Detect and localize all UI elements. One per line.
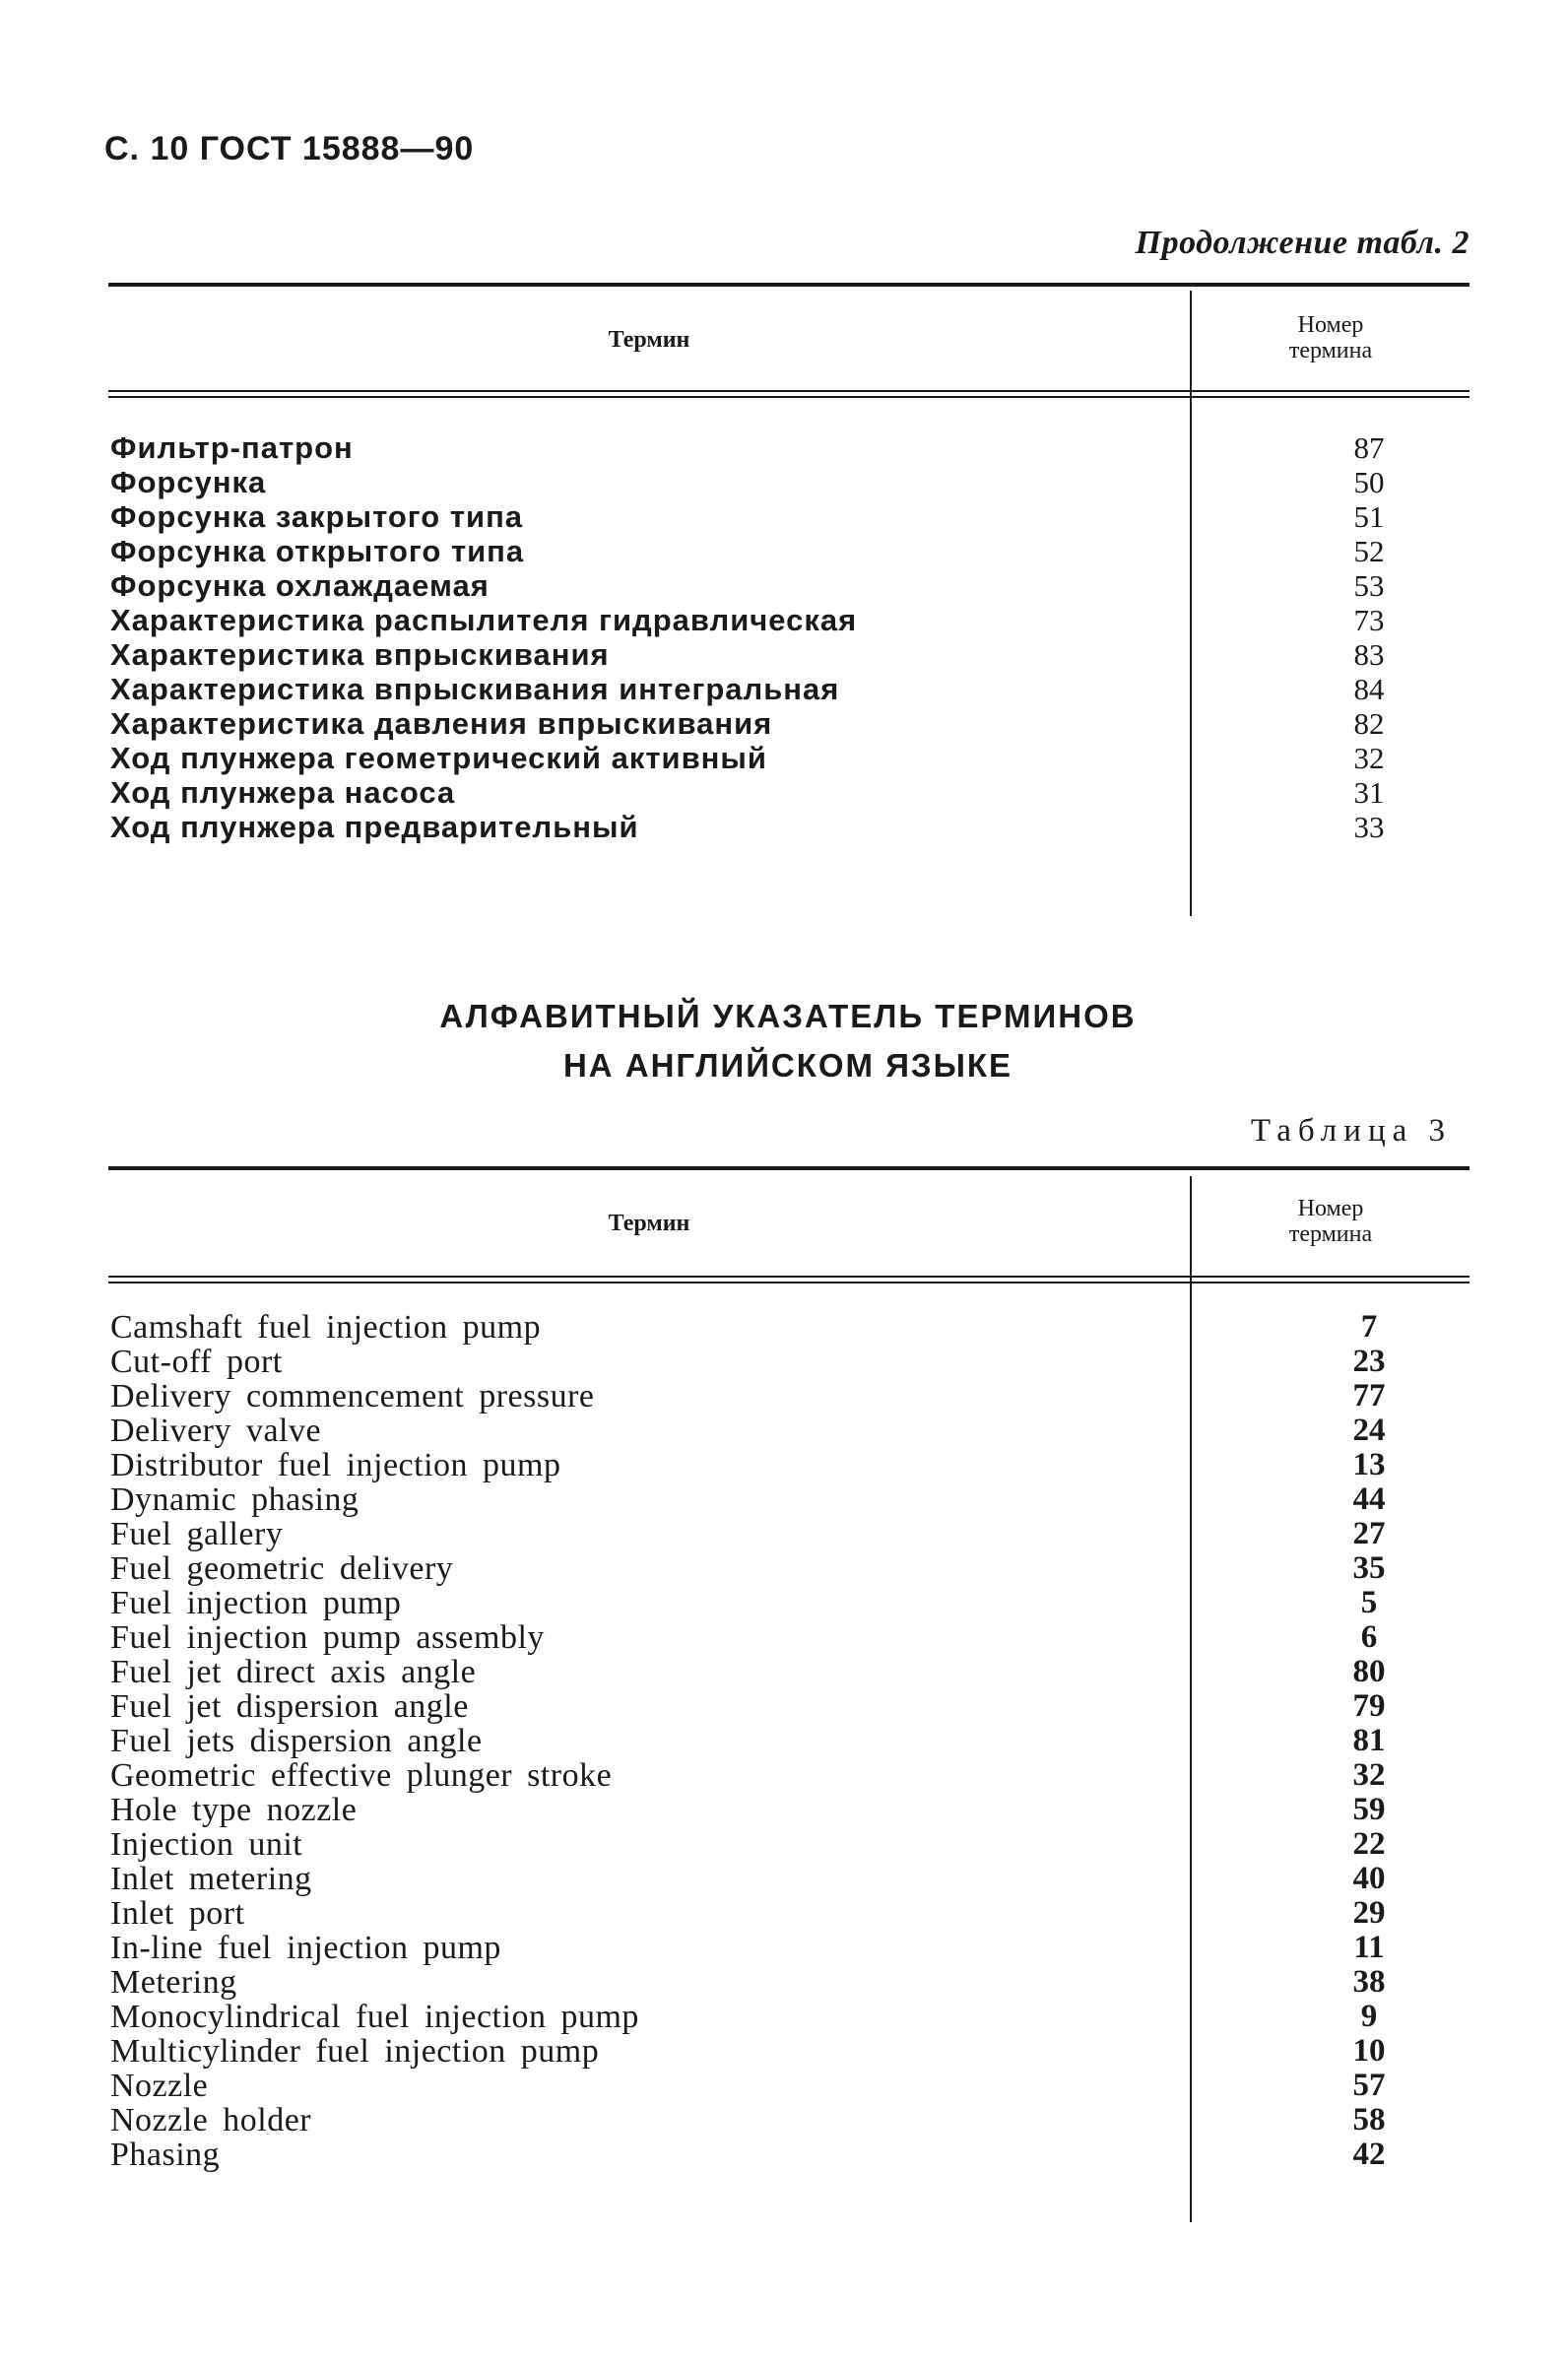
term-number-cell: 82 [1353, 706, 1385, 741]
term-cell: Inlet port [110, 1895, 245, 1932]
term-number-cell: 50 [1353, 465, 1385, 499]
term-cell: Inlet metering [110, 1861, 312, 1897]
term-number-cell: 80 [1352, 1654, 1386, 1689]
term-number-cell: 29 [1352, 1895, 1386, 1931]
term-number-cell: 52 [1353, 534, 1385, 568]
table-row [108, 2069, 1470, 2103]
table-row [108, 2034, 1470, 2069]
column-header-number-line1: Номер [1297, 312, 1364, 338]
term-cell: Fuel injection pump [110, 1585, 402, 1621]
term-cell: Ход плунжера предварительный [110, 810, 639, 844]
table-row [108, 1517, 1470, 1551]
term-cell: Delivery valve [110, 1413, 322, 1449]
table-row [108, 603, 1470, 637]
table-row [108, 1448, 1470, 1482]
term-cell: Ход плунжера насоса [110, 775, 456, 810]
term-number-cell: 58 [1352, 2102, 1386, 2138]
table-row [108, 1586, 1470, 1620]
term-cell: Phasing [110, 2137, 221, 2173]
column-header-number-line2: термина [1288, 1221, 1373, 1247]
term-number-cell: 38 [1352, 1964, 1386, 2000]
table-row [108, 706, 1470, 741]
term-cell: Injection unit [110, 1826, 303, 1863]
term-number-cell: 81 [1352, 1723, 1386, 1758]
section-title-line1: АЛФАВИТНЫЙ УКАЗАТЕЛЬ ТЕРМИНОВ [439, 998, 1137, 1034]
header-double-rule [108, 390, 1470, 398]
table-row [108, 1862, 1470, 1896]
table-row [108, 1551, 1470, 1586]
term-cell: Характеристика распылителя гидравлическая [110, 603, 858, 637]
term-cell: Форсунка [110, 465, 267, 499]
term-number-cell: 10 [1352, 2033, 1386, 2069]
term-number-cell: 31 [1353, 775, 1385, 810]
term-cell: Характеристика впрыскивания [110, 637, 610, 672]
table-row [108, 1827, 1470, 1862]
table-row [108, 2138, 1470, 2172]
page-header: С. 10 ГОСТ 15888—90 [104, 130, 475, 167]
section-title-line2: НА АНГЛИЙСКОМ ЯЗЫКЕ [562, 1047, 1013, 1084]
table-row [108, 741, 1470, 775]
term-cell: Форсунка открытого типа [110, 534, 525, 568]
term-cell: Cut-off port [110, 1344, 283, 1380]
term-number-cell: 22 [1352, 1826, 1386, 1862]
table-row [108, 1931, 1470, 1965]
term-cell: Fuel jet direct axis angle [110, 1654, 477, 1690]
term-cell: Nozzle [110, 2068, 209, 2104]
table-row [108, 1414, 1470, 1448]
term-cell: Fuel geometric delivery [110, 1550, 454, 1587]
table-row [108, 1724, 1470, 1758]
table-top-rule [108, 1166, 1470, 1170]
term-number-cell: 87 [1353, 430, 1385, 465]
table-row [108, 1482, 1470, 1517]
table-row [108, 1896, 1470, 1931]
term-cell: Hole type nozzle [110, 1792, 358, 1828]
term-number-cell: 32 [1352, 1757, 1386, 1793]
term-cell: Monocylindrical fuel injection pump [110, 1999, 639, 2035]
table-row [108, 1310, 1470, 1345]
term-number-cell: 59 [1352, 1792, 1386, 1827]
term-number-cell: 42 [1352, 2137, 1386, 2172]
table-row [108, 1965, 1470, 2000]
term-number-cell: 7 [1360, 1309, 1378, 1345]
term-cell: Fuel gallery [110, 1516, 284, 1552]
term-cell: Характеристика впрыскивания интегральная [110, 672, 840, 706]
term-number-cell: 33 [1353, 810, 1385, 844]
russian-terms-table [108, 283, 1470, 923]
term-number-cell: 27 [1352, 1516, 1386, 1551]
term-number-cell: 9 [1360, 1999, 1378, 2034]
term-number-cell: 79 [1352, 1688, 1386, 1724]
term-cell: Camshaft fuel injection pump [110, 1309, 542, 1346]
table-row [108, 637, 1470, 672]
section-title [295, 992, 1280, 1090]
english-terms-table [108, 1166, 1470, 2230]
term-number-cell: 77 [1352, 1378, 1386, 1414]
term-number-cell: 6 [1360, 1619, 1378, 1655]
term-number-cell: 35 [1352, 1550, 1386, 1586]
table-row [108, 1689, 1470, 1724]
term-cell: Fuel injection pump assembly [110, 1619, 545, 1656]
table-row [108, 1655, 1470, 1689]
term-cell: Metering [110, 1964, 237, 2001]
term-number-cell: 83 [1353, 637, 1385, 672]
table-row [108, 1345, 1470, 1379]
column-header-number-line2: термина [1288, 338, 1373, 363]
header-double-rule [108, 1276, 1470, 1283]
term-number-cell: 73 [1353, 603, 1385, 637]
term-number-cell: 44 [1352, 1481, 1386, 1517]
term-number-cell: 11 [1353, 1930, 1385, 1965]
term-cell: Multicylinder fuel injection pump [110, 2033, 600, 2070]
column-header-number [1192, 1196, 1470, 1247]
table-row [108, 1758, 1470, 1793]
term-cell: Форсунка закрытого типа [110, 499, 524, 534]
table-continuation-label: Продолжение табл. 2 [1135, 225, 1470, 261]
table-row [108, 430, 1470, 465]
term-number-cell: 24 [1352, 1413, 1386, 1448]
table-row [108, 534, 1470, 568]
table-body [108, 430, 1470, 844]
term-cell: Nozzle holder [110, 2102, 312, 2138]
table-caption: Таблица 3 [1250, 1113, 1452, 1149]
column-header-term: Термин [608, 1211, 690, 1236]
table-row [108, 1793, 1470, 1827]
table-body [108, 1310, 1470, 2172]
term-number-cell: 84 [1353, 672, 1385, 706]
term-number-cell: 51 [1353, 499, 1385, 534]
term-cell: Характеристика давления впрыскивания [110, 706, 773, 741]
term-cell: Ход плунжера геометрический активный [110, 741, 767, 775]
table-row [108, 1620, 1470, 1655]
table-row [108, 810, 1470, 844]
term-cell: Фильтр-патрон [110, 430, 354, 465]
table-row [108, 499, 1470, 534]
term-number-cell: 32 [1353, 741, 1385, 775]
column-header-number [1192, 312, 1470, 363]
term-cell: Fuel jets dispersion angle [110, 1723, 483, 1759]
table-top-rule [108, 283, 1470, 287]
term-number-cell: 40 [1352, 1861, 1386, 1896]
table-row [108, 1379, 1470, 1414]
term-cell: Delivery commencement pressure [110, 1378, 595, 1414]
term-cell: In-line fuel injection pump [110, 1930, 501, 1966]
term-number-cell: 5 [1360, 1585, 1378, 1620]
term-number-cell: 57 [1352, 2068, 1386, 2103]
term-cell: Geometric effective plunger stroke [110, 1757, 613, 1794]
column-header-number-line1: Номер [1297, 1196, 1364, 1221]
table-row [108, 2103, 1470, 2138]
column-header-term: Термин [608, 327, 690, 353]
table-row [108, 465, 1470, 499]
term-cell: Fuel jet dispersion angle [110, 1688, 469, 1725]
term-number-cell: 13 [1352, 1447, 1386, 1482]
table-row [108, 672, 1470, 706]
term-number-cell: 23 [1352, 1344, 1386, 1379]
term-number-cell: 53 [1353, 568, 1385, 603]
term-cell: Форсунка охлаждаемая [110, 568, 490, 603]
term-cell: Dynamic phasing [110, 1481, 359, 1518]
term-cell: Distributor fuel injection pump [110, 1447, 561, 1483]
table-row [108, 2000, 1470, 2034]
table-row [108, 568, 1470, 603]
table-row [108, 775, 1470, 810]
